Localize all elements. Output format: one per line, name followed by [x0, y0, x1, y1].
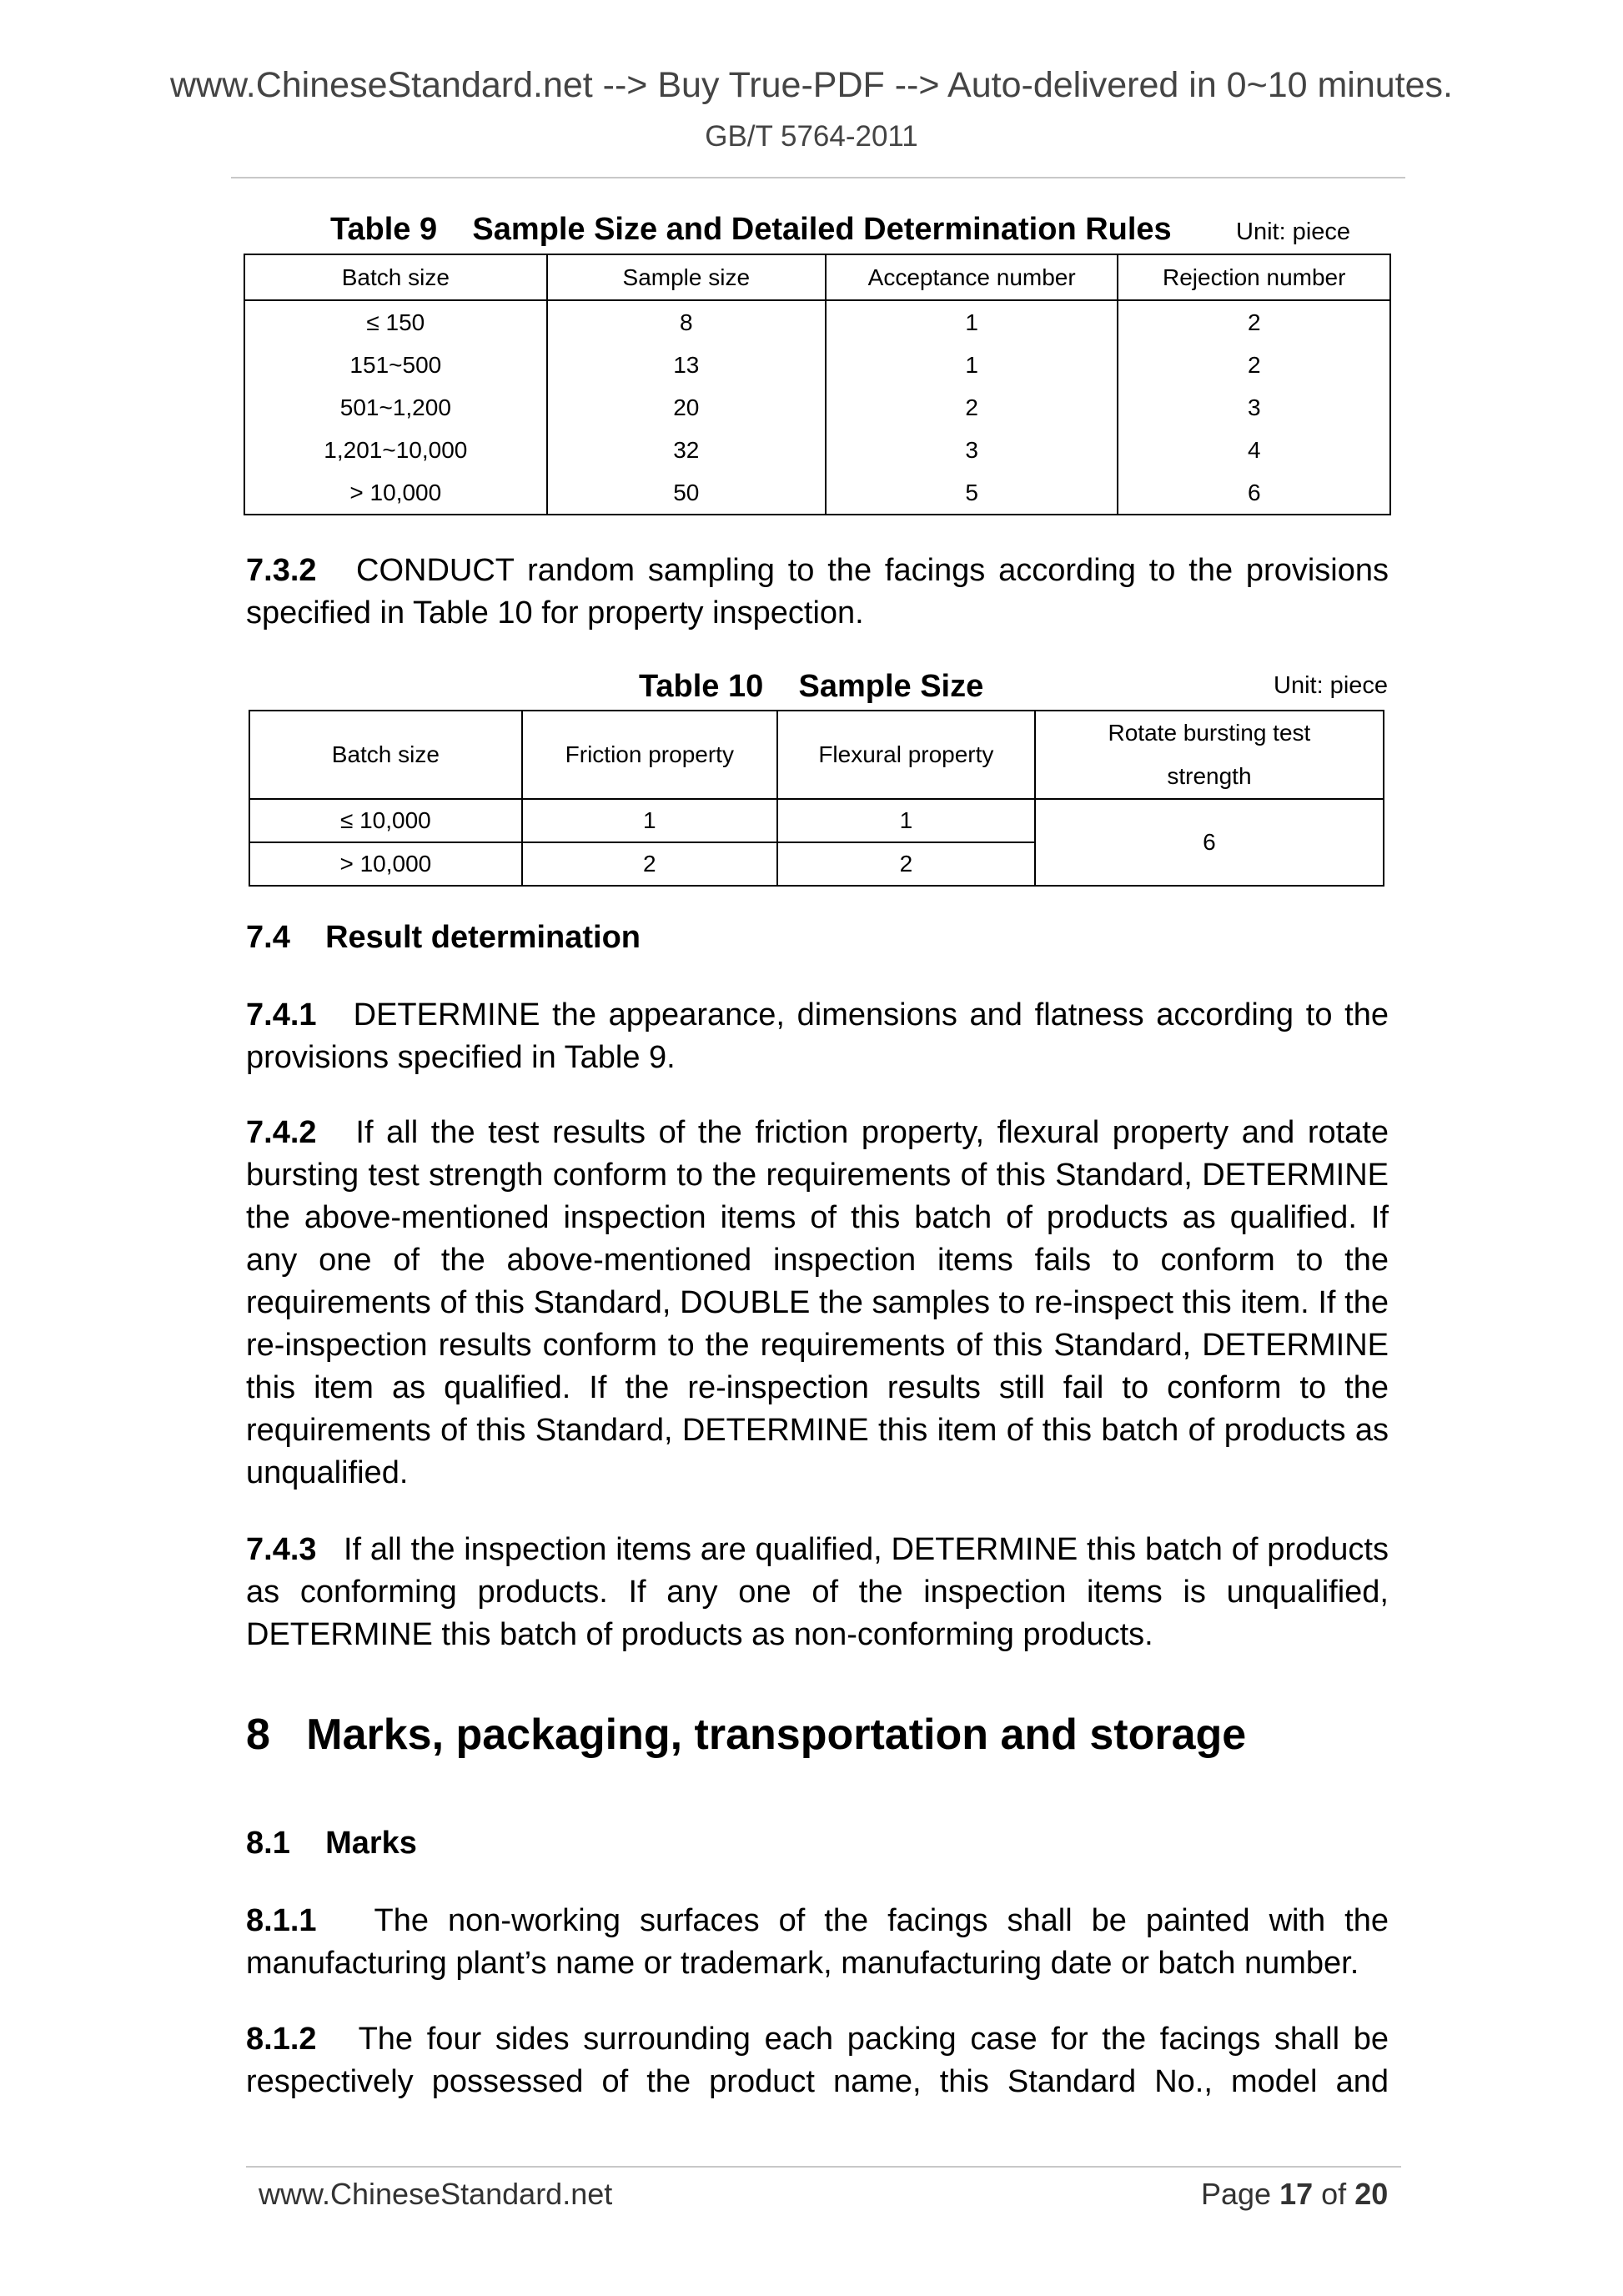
table9-cell: 5 — [826, 471, 1118, 515]
table9-cell: ≤ 150 — [244, 300, 547, 344]
table10-unit: Unit: piece — [1274, 672, 1389, 699]
table9-cell: 1 — [826, 300, 1118, 344]
footer-divider — [246, 2166, 1401, 2168]
clause-number: 7.4.1 — [246, 997, 317, 1032]
table9-cell: 50 — [547, 471, 826, 515]
table9-cell: 2 — [1118, 300, 1390, 344]
table9-cell: 3 — [826, 429, 1118, 471]
clause-number: 8.1.2 — [246, 2022, 317, 2057]
table10-cell: 1 — [777, 799, 1035, 842]
table10-cell: 2 — [777, 842, 1035, 886]
paragraph-7-4-1 — [246, 994, 1389, 1079]
table9-cell: 2 — [826, 386, 1118, 429]
table10-header-cell: Friction property — [522, 711, 777, 799]
table-row — [249, 799, 1384, 842]
table10-caption: Table 10 Sample Size — [639, 669, 984, 704]
table9-header-cell: Acceptance number — [826, 254, 1118, 300]
table10-header-cell: Flexural property — [777, 711, 1035, 799]
table-row — [244, 386, 1390, 429]
table9-header-row — [244, 254, 1390, 300]
header-standard-number: GB/T 5764-2011 — [705, 120, 918, 153]
table9-cell: 6 — [1118, 471, 1390, 515]
clause-number: 7.3.2 — [246, 553, 317, 588]
clause-number: 7.4.2 — [246, 1115, 317, 1150]
table9-cell: 13 — [547, 344, 826, 386]
table-row — [244, 344, 1390, 386]
table9-cell: 501~1,200 — [244, 386, 547, 429]
section-heading-8-1 — [246, 1826, 417, 1861]
table9-caption: Table 9 Sample Size and Detailed Determination Rules — [330, 212, 1172, 247]
page-of-label: of — [1321, 2177, 1347, 2211]
clause-number: 8.1.1 — [246, 1903, 317, 1938]
table10-cell: > 10,000 — [249, 842, 522, 886]
table9-cell: 4 — [1118, 429, 1390, 471]
clause-text: If all the inspection items are qualified, DETERMINE this batch of products as conforming products. If any one of the inspection items is unqualified, DETERMINE this batch of products as non-conforming products. — [246, 1532, 1389, 1652]
footer-page-indicator — [1201, 2177, 1388, 2212]
page-total: 20 — [1354, 2177, 1389, 2211]
paragraph-8-1-1 — [246, 1900, 1389, 1985]
table9-header-cell: Sample size — [547, 254, 826, 300]
table10-cell: ≤ 10,000 — [249, 799, 522, 842]
table10-header-cell: Batch size — [249, 711, 522, 799]
table9-cell: 3 — [1118, 386, 1390, 429]
table10-header-cell: Rotate bursting test strength — [1035, 711, 1384, 799]
clause-text: The non-working surfaces of the facings shall be painted with the manufacturing plant’s name or trademark, manufacturing date or batch number. — [246, 1903, 1389, 1981]
table9-header-cell: Batch size — [244, 254, 547, 300]
table10-header-row — [249, 711, 1384, 799]
table9-unit: Unit: piece — [1236, 219, 1351, 245]
clause-number: 7.4.3 — [246, 1532, 317, 1567]
paragraph-7-4-2 — [246, 1112, 1389, 1495]
clause-text: DETERMINE the appearance, dimensions and flatness according to the provisions specified in Table 9. — [246, 997, 1389, 1075]
table9-cell: 20 — [547, 386, 826, 429]
paragraph-7-4-3 — [246, 1529, 1389, 1656]
table-row — [244, 429, 1390, 471]
clause-text: The four sides surrounding each packing case for the facings shall be respectively possessed of the product name, this Standard No., model and — [246, 2022, 1389, 2099]
table10-cell: 2 — [522, 842, 777, 886]
table10-cell: 1 — [522, 799, 777, 842]
section-heading-7-4 — [246, 920, 641, 956]
table10 — [249, 710, 1384, 887]
clause-text: If all the test results of the friction property, flexural property and rotate bursting test strength conform to the requirements of this Standard, DETERMINE the above-mentioned inspection items of this batch of products as qualified. If any one of the above-mentioned inspection items fails to conform to the requirements of this Standard, DOUBLE the samples to re-inspect this item. If the re-inspection results conform to the requirements of this Standard, DETERMINE this item as qualified. If the re-inspection results still fail to conform to the requirements of this Standard, DETERMINE this item of this batch of products as unqualified. — [246, 1115, 1389, 1490]
table9-header-cell: Rejection number — [1118, 254, 1390, 300]
section-title: Result determination — [325, 920, 641, 955]
table9-cell: 32 — [547, 429, 826, 471]
header-site-link[interactable]: www.ChineseStandard.net --> Buy True-PDF --> Auto-delivered in 0~10 minutes. — [169, 65, 1453, 105]
chapter-title: Marks, packaging, transportation and storage — [306, 1711, 1247, 1759]
table-row — [244, 300, 1390, 344]
chapter-number: 8 — [246, 1711, 270, 1759]
table9-cell: > 10,000 — [244, 471, 547, 515]
table9-cell: 151~500 — [244, 344, 547, 386]
section-number: 7.4 — [246, 920, 290, 955]
clause-text: CONDUCT random sampling to the facings according to the provisions specified in Table 10 for property inspection. — [246, 553, 1389, 631]
table10-merged-cell: 6 — [1035, 799, 1384, 886]
table9 — [244, 254, 1391, 515]
chapter-heading-8 — [246, 1710, 1246, 1760]
table9-cell: 1,201~10,000 — [244, 429, 547, 471]
page-label: Page — [1201, 2177, 1272, 2211]
paragraph-7-3-2 — [246, 550, 1389, 635]
page-number: 17 — [1279, 2177, 1314, 2211]
section-title: Marks — [325, 1826, 417, 1861]
table9-cell: 2 — [1118, 344, 1390, 386]
header-divider — [231, 177, 1405, 178]
paragraph-8-1-2 — [246, 2018, 1389, 2103]
table-row — [244, 471, 1390, 515]
footer-site-link[interactable]: www.ChineseStandard.net — [259, 2177, 613, 2211]
table9-cell: 1 — [826, 344, 1118, 386]
table9-cell: 8 — [547, 300, 826, 344]
section-number: 8.1 — [246, 1826, 290, 1861]
